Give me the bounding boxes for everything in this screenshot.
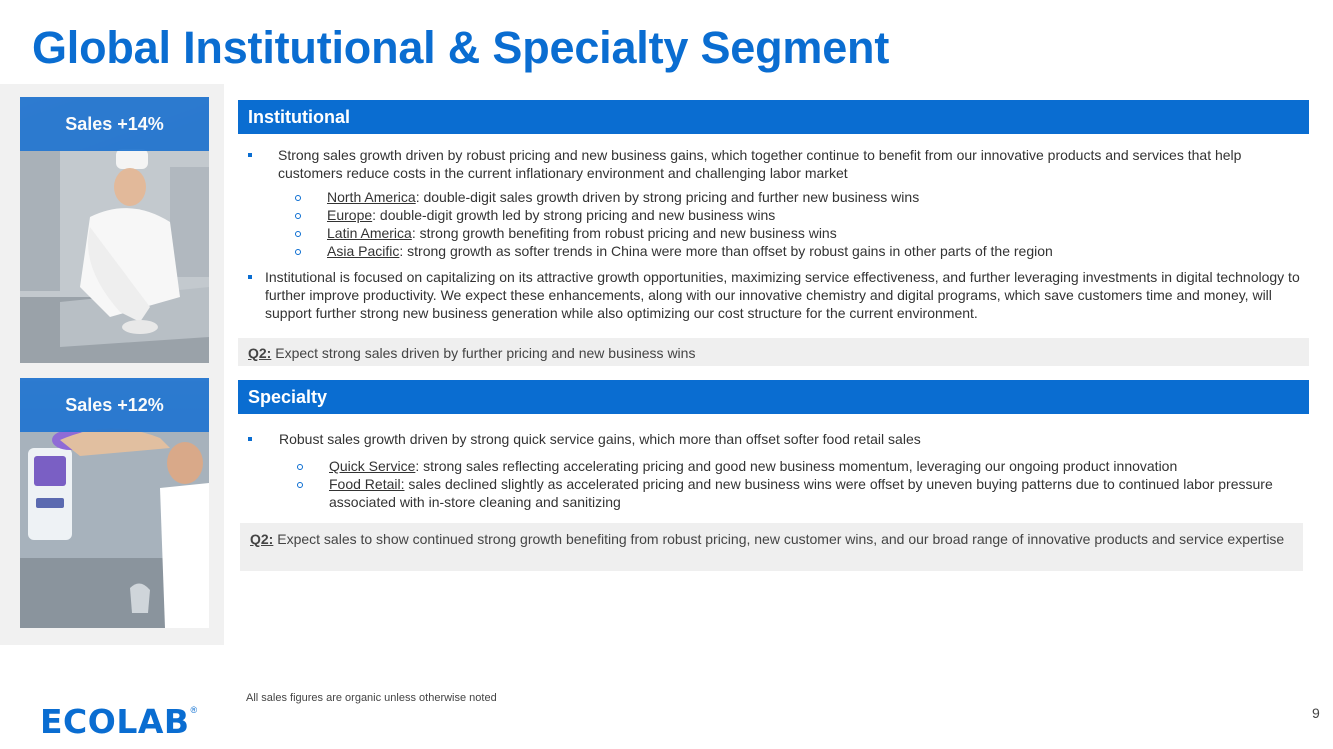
circle-bullet-icon: [295, 231, 301, 237]
ecolab-logo: [40, 703, 197, 739]
specialty-sub-list: [248, 457, 1278, 511]
institutional-header: Institutional: [238, 100, 1309, 134]
circle-bullet-icon: [295, 249, 301, 255]
institutional-bullet-2: Institutional is focused on capitalizing on its attractive growth opportunities, maximizing service effectiveness, and further leveraging investments in digital technology to further improve productivity. We expect these enhancements, along with our innovative chemistry and digital programs, which save customers time and money, will support further strong new business generation while also optimizing our cost structure for the current environment.: [248, 268, 1300, 322]
sales-badge-specialty: Sales +12%: [20, 378, 209, 432]
logo-wordmark: ECOLAB: [40, 701, 190, 741]
sub-item-food-retail: Food Retail: sales declined slightly as accelerated pricing and new business wins were offset by uneven buying patterns due to continued labor pressure associated with in-store cleaning and sanitizing: [297, 475, 1278, 511]
sub-item-quick-service: Quick Service: strong sales reflecting accelerating pricing and good new business momentum, leveraging our ongoing product innovation: [297, 457, 1278, 475]
square-bullet-icon: [248, 275, 252, 279]
region-item-latin-america: Latin America: strong growth benefiting from robust pricing and new business wins: [295, 224, 1300, 242]
specialty-q2-outlook: Q2: Expect sales to show continued strong growth benefiting from robust pricing, new customer wins, and our broad range of innovative products and service expertise: [240, 523, 1303, 571]
specialty-bullet-1: Robust sales growth driven by strong quick service gains, which more than offset softer food retail sales: [248, 430, 1278, 448]
page-number: 9: [1312, 705, 1320, 721]
region-item-europe: Europe: double-digit growth led by strong pricing and new business wins: [295, 206, 1300, 224]
square-bullet-icon: [248, 153, 252, 157]
region-item-asia-pacific: Asia Pacific: strong growth as softer trends in China were more than offset by robust gains in other parts of the region: [295, 242, 1300, 260]
square-bullet-icon: [248, 437, 252, 441]
page-title: Global Institutional & Specialty Segment: [32, 22, 890, 73]
sales-badge-institutional: Sales +14%: [20, 97, 209, 151]
circle-bullet-icon: [295, 213, 301, 219]
institutional-q2-outlook: Q2: Expect strong sales driven by further pricing and new business wins: [238, 338, 1309, 366]
region-list: [248, 188, 1300, 260]
chef-photo: [20, 97, 209, 363]
institutional-bullet-1: Strong sales growth driven by robust pricing and new business gains, which together continue to benefit from our innovative products and services that help customers reduce costs in the current inflationary environment and challenging labor market: [248, 146, 1300, 182]
specialty-header: Specialty: [238, 380, 1309, 414]
dispenser-photo: [20, 378, 209, 628]
specialty-bullets: [248, 430, 1278, 511]
circle-bullet-icon: [297, 464, 303, 470]
footnote: All sales figures are organic unless otherwise noted: [246, 692, 497, 704]
registered-mark: ®: [190, 705, 198, 715]
region-item-north-america: North America: double-digit sales growth driven by strong pricing and further new business wins: [295, 188, 1300, 206]
institutional-bullets: [248, 146, 1300, 322]
circle-bullet-icon: [295, 195, 301, 201]
circle-bullet-icon: [297, 482, 303, 488]
